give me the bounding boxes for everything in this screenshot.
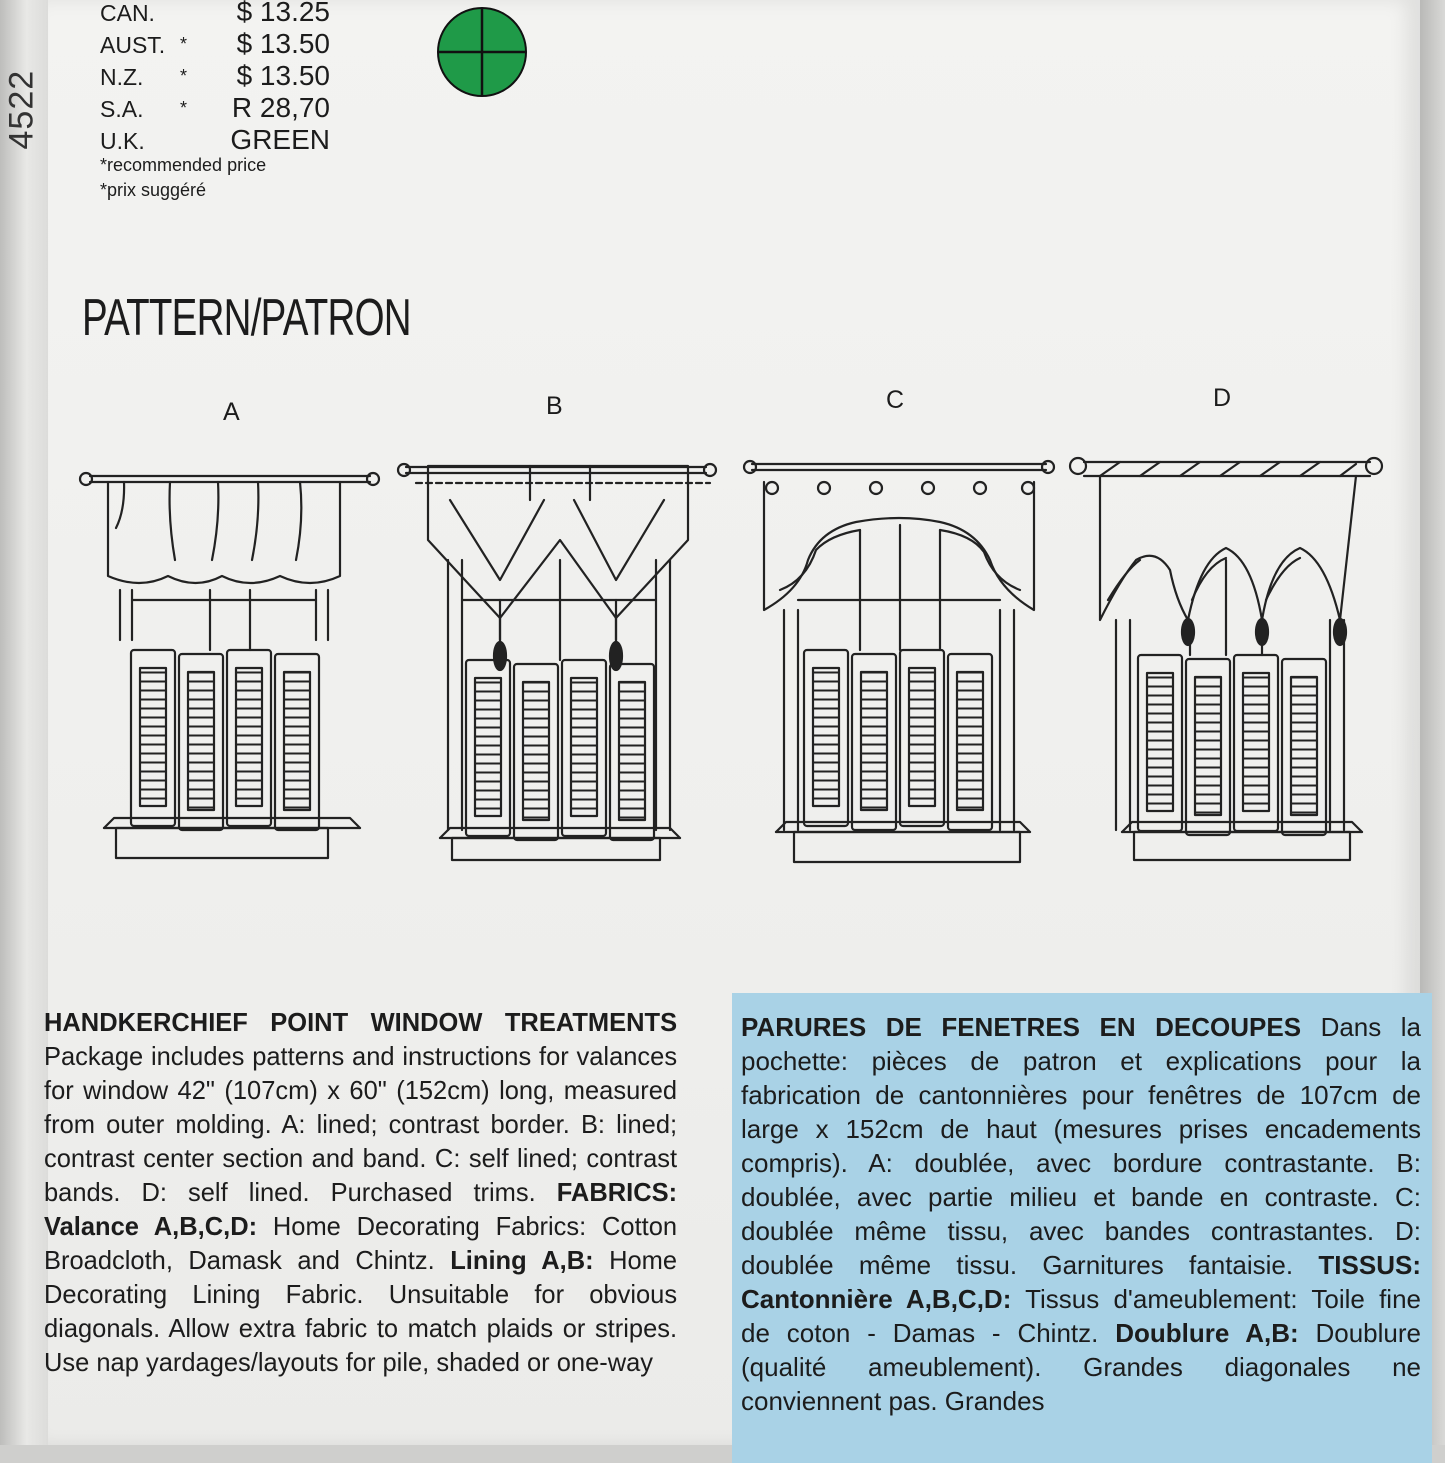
- view-label-a: A: [223, 398, 240, 426]
- view-label-b: B: [546, 392, 563, 420]
- price-country: AUST.: [100, 32, 166, 58]
- price-country: N.Z.: [100, 64, 144, 90]
- doublure-text: Doublure (qualité ameublement). Grandes diagonales ne conviennent pas. Grandes: [741, 1318, 1421, 1416]
- price-table: [100, 0, 340, 202]
- tissus-text: Tissus d'ameublement: Toile fine de coton - Damas - Chintz.: [741, 1284, 1421, 1348]
- price-star: *: [180, 66, 188, 86]
- english-intro: Package includes patterns and instructions for valances for window 42" (107cm) x 60" (152cm) long, measured from outer molding. A: lined; contrast border. B: lined; contrast center section and band. C: self lined; contrast bands. D: self lined. Purchased trims.: [44, 1041, 678, 1207]
- price-note-en: *recommended price: [100, 155, 267, 175]
- price-row: [100, 0, 340, 27]
- fabrics-text: Home Decorating Fabrics: Cotton Broadcloth, Damask and Chintz.: [44, 1211, 678, 1275]
- doublure-label: Doublure A,B:: [1098, 1318, 1299, 1348]
- price-note-fr: *prix suggéré: [100, 180, 207, 200]
- lining-label: Lining A,B:: [434, 1245, 594, 1275]
- price-value: $ 13.50: [236, 60, 330, 91]
- pattern-heading: PATTERN/PATRON: [82, 289, 411, 347]
- view-label-c: C: [886, 386, 905, 414]
- price-country: CAN.: [100, 0, 155, 26]
- price-country: U.K.: [100, 128, 145, 154]
- price-value: $ 13.25: [236, 0, 330, 27]
- english-description: [44, 1005, 677, 1379]
- pattern-number: 4522: [2, 69, 41, 150]
- price-country: S.A.: [100, 96, 144, 122]
- french-description: [741, 1010, 1421, 1418]
- price-row: [100, 56, 340, 91]
- price-star: *: [180, 98, 188, 118]
- price-value: $ 13.50: [236, 28, 330, 59]
- price-row: [100, 120, 340, 155]
- price-star: *: [180, 34, 188, 54]
- price-row: [100, 24, 340, 59]
- french-intro: Dans la pochette: pièces de patron et explications pour la fabrication de cantonnières pour fenêtres de 107cm de large x 152cm de haut (mesures prises encadements compris). A: doublée, avec bordure contrastante. B: doublée, avec partie milieu et bande en contraste. C: doublée même tissu, avec bandes contrastantes. D: doublée même tissu. Garnitures fantaisie.: [741, 1012, 1421, 1280]
- lining-text: Home Decorating Lining Fabric. Unsuitable for obvious diagonals. Allow extra fabric to match plaids or stripes. Use nap yardages/layouts for pile, shaded or one-way: [44, 1245, 678, 1377]
- english-title: HANDKERCHIEF POINT WINDOW TREATMENTS: [44, 1007, 678, 1037]
- price-value: R 28,70: [231, 92, 330, 123]
- french-title: PARURES DE FENETRES EN DECOUPES: [741, 1012, 1302, 1042]
- fabrics-label: FABRICS: Valance A,B,C,D:: [44, 1177, 678, 1241]
- price-value: GREEN: [230, 124, 330, 155]
- tissus-label: TISSUS: Cantonnière A,B,C,D:: [741, 1250, 1421, 1314]
- view-label-d: D: [1213, 384, 1232, 412]
- price-row: [100, 88, 340, 123]
- left-page-strip: [0, 0, 48, 1445]
- green-price-code-icon: [436, 6, 528, 98]
